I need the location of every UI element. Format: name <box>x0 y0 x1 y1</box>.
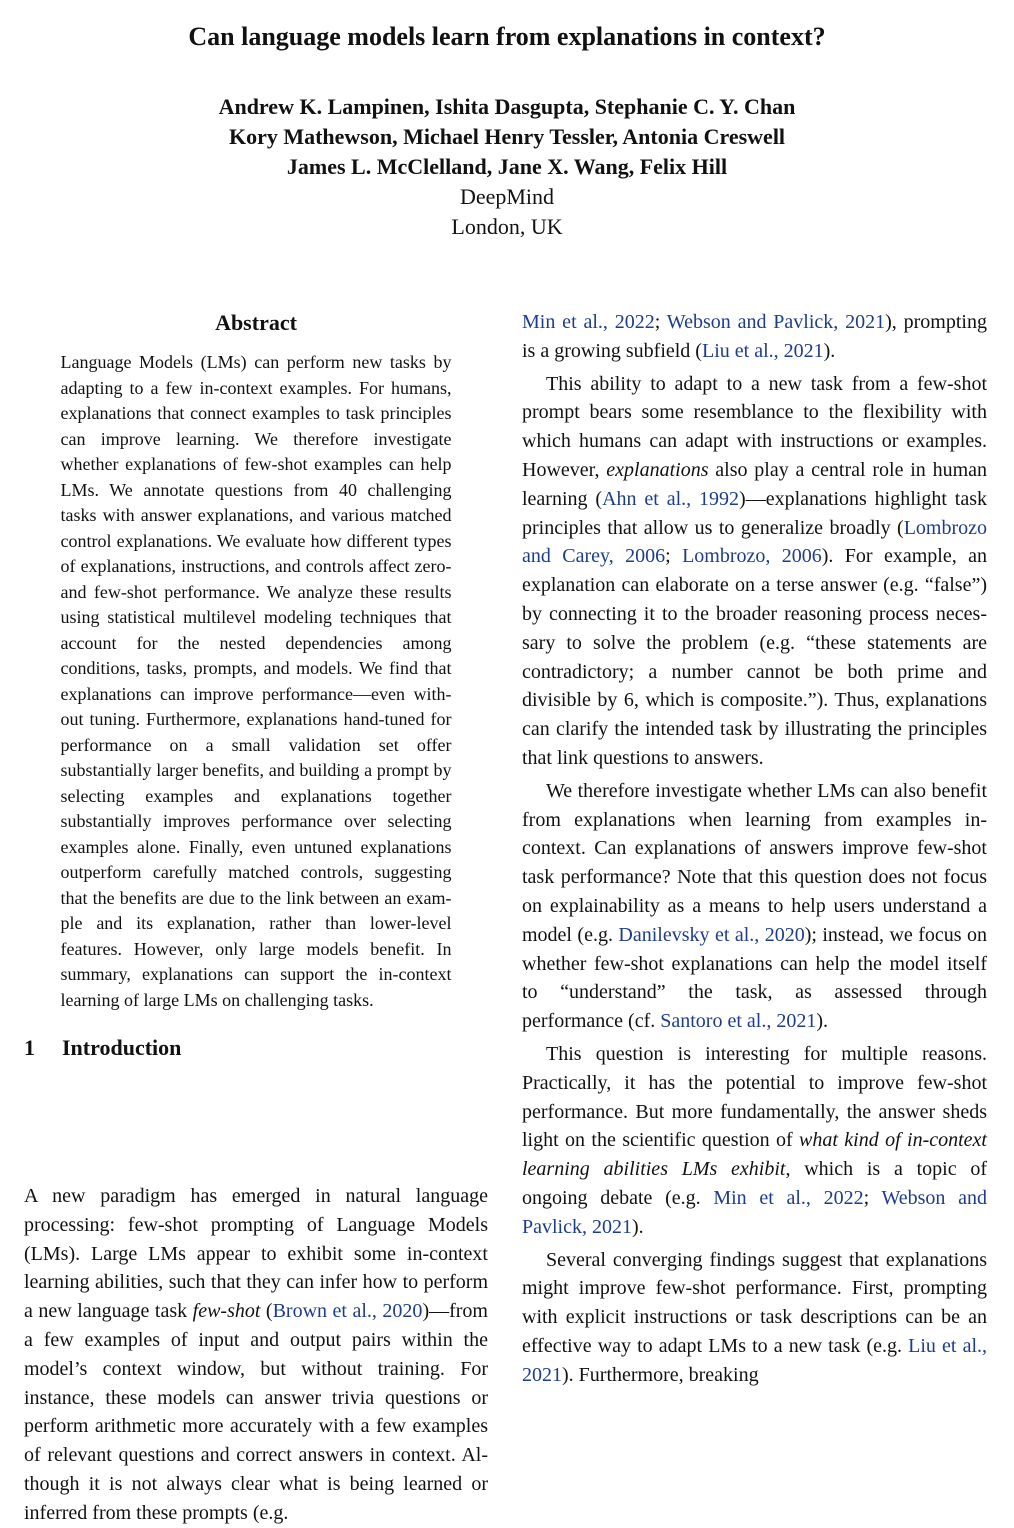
p5-text-1: Several converging findings suggest that explanations might improve few-shot performance. First, prompting with explicit instructions or task descriptions can be an effective way to adapt LMs to a new task (e.g. <box>522 1248 987 1357</box>
p3-text-2: ); instead, we focus on whether few-shot explanations can help the model itself to “understand” the task, as assessed through performance (cf. <box>522 923 987 1033</box>
p1-text-3: )—from a few examples of input and output pairs within the model’s context window, but without training. For instance, these models can answer trivia questions or perform arithmetic more accurately with a few examples of relevant questions and correct answers in context. Although it is not always clear what is being learned or inferred from these prompts (e.g. <box>24 1300 488 1524</box>
intro-paragraph-1-continued <box>522 308 987 366</box>
abstract-text: Language Models (LMs) can perform new tasks by adapting to a few in-context examples. For humans, explanations that connect examples to task principles can improve learning. We therefore investigate whether explanations of few-shot examples can help LMs. We annotate questions from 40 challenging tasks with answer explanations, and various matched control explanations. We evaluate how different types of explanations, instructions, and controls affect zero- and few-shot performance. We analyze these results using statistical multilevel modeling techniques that account for the nested dependencies among conditions, tasks, prompts, and models. We find that explanations can improve performance—even without tuning. Furthermore, explanations hand-tuned for performance on a small validation set offer substantially larger benefits, and building a prompt by selecting examples and explanations together substantially improves performance over selecting examples alone. Finally, even untuned explanations outperform carefully matched controls, suggesting that the benefits are due to the link between an example and its explanation, rather than lower-level features. However, only large models benefit. In summary, explanations can support the in-context learning of large LMs on challenging tasks. <box>60 352 452 1010</box>
p4-text-2: , which is a topic of ongoing debate (e.g. <box>522 1158 987 1209</box>
p5-text-2: ). Furthermore, breaking <box>562 1363 759 1386</box>
intro-paragraph-1-container <box>24 1182 488 1524</box>
citation-link[interactable]: Ahn et al., 1992 <box>602 487 740 510</box>
citation-link[interactable]: Webson and Pavlick, 2021 <box>666 311 886 333</box>
section-heading-introduction <box>24 1033 488 1063</box>
location: London, UK <box>451 214 563 239</box>
p4-italic: what kind of in-context learning abilities LMs exhibit <box>522 1129 987 1181</box>
section-number: 1 <box>24 1035 35 1060</box>
p2-text-4: ; <box>665 545 683 568</box>
p1-text-1: A new paradigm has emerged in natural language processing: few-shot prompting of Language Models (LMs). Large LMs appear to exhibit some in-context learning abilities, such that they can infer how to perform a new language task <box>24 1185 488 1323</box>
citation-link[interactable]: Brown et al., 2020 <box>272 1300 423 1323</box>
p2-text-3: )—explanations highlight task principles that allow us to generalize broadly ( <box>522 487 988 539</box>
p4-text-4: ). <box>632 1215 644 1238</box>
citation-link[interactable]: Liu et al., 2021 <box>701 339 824 362</box>
p1-text-6: ). <box>823 339 836 362</box>
author-block <box>0 92 1014 242</box>
p1-text-5: ), prompting is a growing subfield ( <box>522 311 987 362</box>
p4-text-1: This question is interesting for multiple reasons. Practically, it has the potential to improve few-shot performance. But more fundamentally, the answer sheds light on the scientific question of <box>522 1042 987 1152</box>
citation-link[interactable]: Santoro et al., 2021 <box>660 1010 817 1033</box>
p4-text-3: ; <box>863 1186 882 1209</box>
p1-text-2: ( <box>260 1300 273 1323</box>
p2-text-1: This ability to adapt to a new task from a few-shot prompt bears some resemblance to the flexibility with which humans can adapt with instructions or examples. However, <box>522 372 987 481</box>
citation-link[interactable]: Lombrozo and Carey, 2006 <box>522 516 987 568</box>
author-line-1: Andrew K. Lampinen, Ishita Dasgupta, Stephanie C. Y. Chan <box>218 94 796 119</box>
p1-italic: few-shot <box>192 1300 261 1323</box>
p1-text-4: ; <box>654 311 667 333</box>
right-column <box>522 308 987 1389</box>
citation-link[interactable]: Lombrozo, 2006 <box>682 545 822 568</box>
author-line-3: James L. McClelland, Jane X. Wang, Felix Hill <box>286 154 728 179</box>
left-column <box>24 306 488 1075</box>
affiliation: DeepMind <box>459 184 555 209</box>
intro-paragraph-4 <box>522 1040 987 1242</box>
citation-link[interactable]: Liu et al., 2021 <box>522 1334 987 1386</box>
intro-paragraph-2 <box>522 370 987 773</box>
p2-text-5: ). For example, an explanation can elaborate on a terse answer (e.g. “false”) by connecting it to the broader reasoning process necessary to solve the problem (e.g. “these statements are contradictory; a number cannot be both prime and divisible by 6, which is composite.”). Thus, explanations can clarify the intended task by illustrating the principles that link questions to answers. <box>522 545 987 769</box>
p3-text-3: ). <box>816 1010 829 1033</box>
intro-paragraph-3 <box>522 777 987 1036</box>
citation-link[interactable]: Min et al., 2022 <box>522 311 655 333</box>
intro-paragraph-1 <box>24 1182 488 1524</box>
paper-title: Can language models learn from explanations in context? <box>188 22 826 51</box>
intro-paragraph-5 <box>522 1246 987 1390</box>
p2-italic: explanations <box>606 458 709 481</box>
section-title: Introduction <box>62 1035 182 1060</box>
p3-text-1: We therefore investigate whether LMs can also benefit from explanations when learning from examples in-context. Can explanations of answers improve few-shot task performance? Note that this question does not focus on explainability as a means to help users understand a model (e.g. <box>522 779 987 946</box>
citation-link[interactable]: Danilevsky et al., 2020 <box>618 923 805 946</box>
p2-text-2: also play a central role in human learning ( <box>522 458 988 510</box>
citation-link[interactable]: Webson and Pavlick, 2021 <box>522 1186 987 1238</box>
abstract-heading: Abstract <box>215 310 297 335</box>
author-line-2: Kory Mathewson, Michael Henry Tessler, Antonia Creswell <box>228 124 786 149</box>
citation-link[interactable]: Min et al., 2022 <box>713 1186 864 1209</box>
